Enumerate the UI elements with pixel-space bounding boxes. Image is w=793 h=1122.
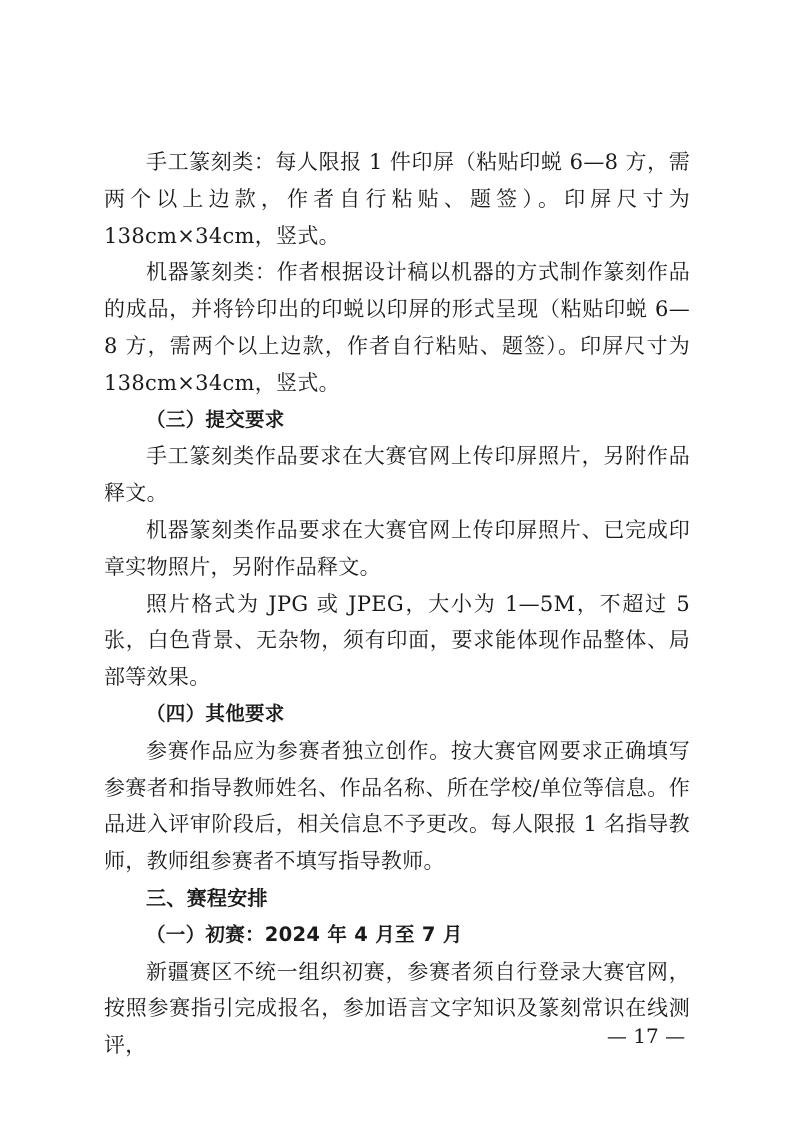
paragraph-other-requirements: 参赛作品应为参赛者独立创作。按大赛官网要求正确填写参赛者和指导教师姓名、作品名称、所在学校/单位等信息。作品进入评审阶段后，相关信息不予更改。每人限报 1 名指导教师，教师组参赛者不填写指导教师。 <box>104 738 690 874</box>
paragraph-machine-submission: 机器篆刻类作品要求在大赛官网上传印屏照片、已完成印章实物照片，另附作品释文。 <box>104 517 690 579</box>
heading-preliminary-round: （一）初赛：2024 年 4 月至 7 月 <box>146 922 463 946</box>
document-body <box>104 144 690 1064</box>
heading-schedule: 三、赛程安排 <box>146 885 268 910</box>
paragraph-manual-seal-category: 手工篆刻类：每人限报 1 件印屏（粘贴印蜕 6—8 方，需两个以上边款，作者自行粘贴、题签）。印屏尺寸为 138cm×34cm，竖式。 <box>104 150 690 248</box>
paragraph-manual-submission: 手工篆刻类作品要求在大赛官网上传印屏照片，另附作品释文。 <box>104 444 690 506</box>
heading-submission-requirements: （三）提交要求 <box>146 407 285 431</box>
heading-other-requirements: （四）其他要求 <box>146 701 285 725</box>
paragraph-preliminary-round: 新疆赛区不统一组织初赛，参赛者须自行登录大赛官网，按照参赛指引完成报名，参加语言文字知识及篆刻常识在线测评， <box>104 959 690 1058</box>
paragraph-machine-seal-category: 机器篆刻类：作者根据设计稿以机器的方式制作篆刻作品的成品，并将钤印出的印蜕以印屏的形式呈现（粘贴印蜕 6—8 方，需两个以上边款，作者自行粘贴、题签）。印屏尺寸为 138cm×34cm，竖式。 <box>104 260 690 395</box>
page-number: — 17 — <box>606 1024 686 1048</box>
paragraph-photo-format: 照片格式为 JPG 或 JPEG，大小为 1—5M，不超过 5 张，白色背景、无杂物，须有印面，要求能体现作品整体、局部等效果。 <box>104 591 690 690</box>
